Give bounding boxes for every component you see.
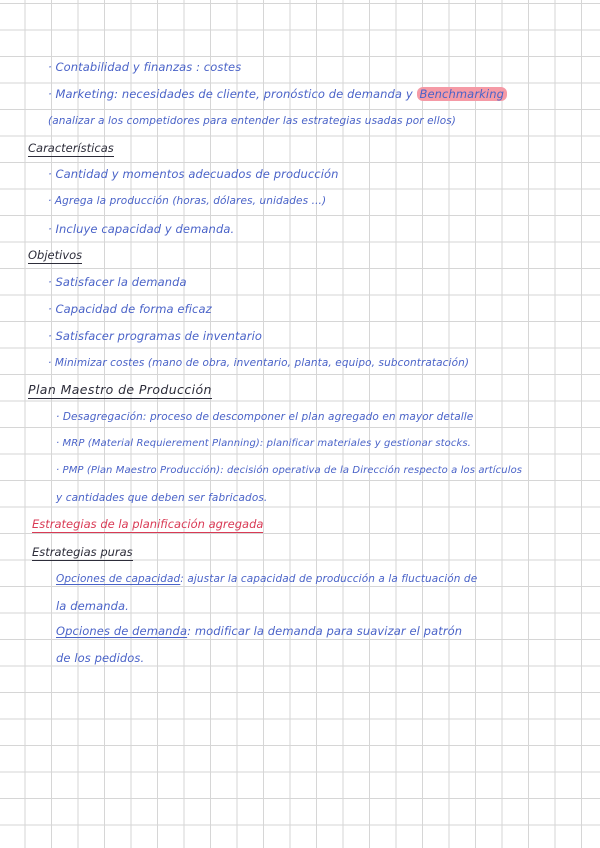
note-line-incluye: · Incluye capacidad y demanda. bbox=[48, 222, 235, 236]
note-line-inventario: · Satisfacer programas de inventario bbox=[48, 329, 263, 343]
heading-estrategias-planificacion: Estrategias de la planificación agregada bbox=[32, 517, 264, 531]
note-line-capacidad-eficaz: · Capacidad de forma eficaz bbox=[48, 302, 212, 316]
term-opciones-capacidad: Opciones de capacidad bbox=[56, 573, 181, 585]
note-line-competitors: (analizar a los competidores para entender las estrategias usadas por ellos) bbox=[48, 115, 457, 127]
def-opciones-demanda: : modificar la demanda para suavizar el patrón bbox=[187, 624, 463, 638]
heading-objetivos: Objetivos bbox=[28, 248, 83, 262]
note-line-pmp: · PMP (Plan Maestro Producción): decisión operativa de la Dirección respecto a los artículos bbox=[56, 465, 523, 476]
note-line-agrega: · Agrega la producción (horas, dólares, unidades ...) bbox=[48, 195, 327, 207]
marketing-text: · Marketing: necesidades de cliente, pronóstico de demanda y bbox=[48, 87, 417, 101]
heading-caracteristicas: Características bbox=[28, 141, 114, 155]
def-opciones-capacidad: : ajustar la capacidad de producción a la fluctuación de bbox=[180, 573, 478, 585]
term-opciones-demanda: Opciones de demanda bbox=[56, 624, 188, 638]
note-line-marketing bbox=[48, 87, 507, 101]
note-line-finance: · Contabilidad y finanzas : costes bbox=[48, 60, 242, 74]
heading-plan-maestro: Plan Maestro de Producción bbox=[28, 382, 212, 397]
note-line-cantidades: y cantidades que deben ser fabricados. bbox=[56, 492, 268, 504]
note-line-desagregacion: · Desagregación: proceso de descomponer el plan agregado en mayor detalle bbox=[56, 411, 474, 423]
note-line-mrp: · MRP (Material Requierement Planning): planificar materiales y gestionar stocks. bbox=[56, 438, 471, 449]
note-line-la-demanda: la demanda. bbox=[56, 599, 129, 613]
heading-estrategias-puras: Estrategias puras bbox=[32, 545, 133, 559]
note-line-cantidad: · Cantidad y momentos adecuados de producción bbox=[48, 167, 339, 181]
note-line-pedidos: de los pedidos. bbox=[56, 651, 145, 665]
note-line-opciones-demanda bbox=[56, 624, 462, 638]
note-line-opciones-capacidad bbox=[56, 573, 477, 585]
benchmarking-highlight: Benchmarking bbox=[417, 87, 508, 101]
note-line-minimizar: · Minimizar costes (mano de obra, inventario, planta, equipo, subcontratación) bbox=[48, 357, 470, 369]
note-line-satisfacer-demanda: · Satisfacer la demanda bbox=[48, 275, 187, 289]
